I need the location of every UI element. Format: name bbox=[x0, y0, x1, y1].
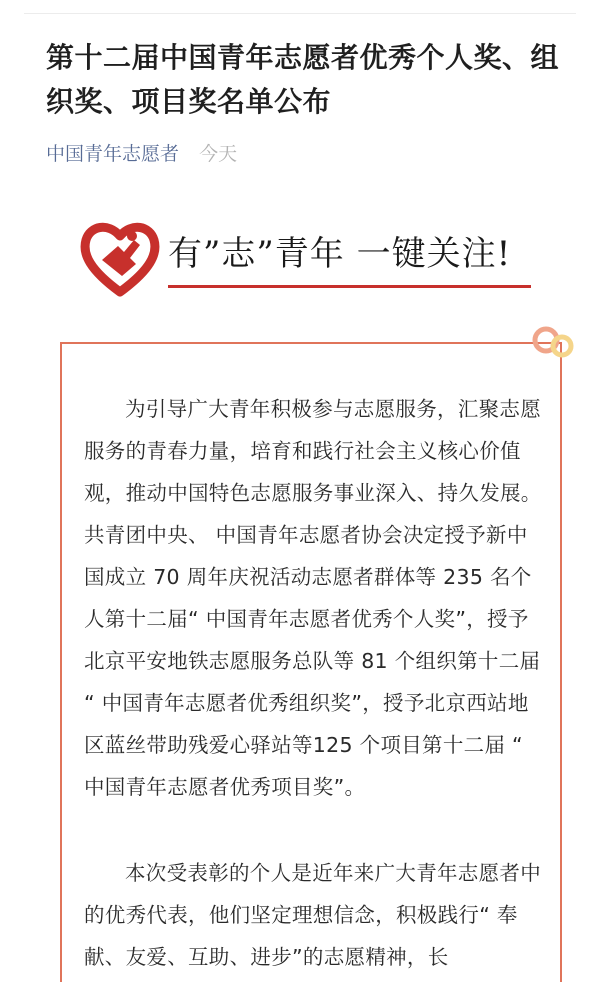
follow-banner[interactable] bbox=[80, 216, 535, 300]
top-divider bbox=[24, 13, 576, 14]
publish-date: 今天 bbox=[199, 143, 238, 165]
paragraph-intro: 为引导广大青年积极参与志愿服务，汇聚志愿服务的青春力量，培育和践行社会主义核心价值观，推动中国特色志愿服务事业深入、持久发展。共青团中央、 中国青年志愿者协会决定授予新中国成立 70 周年庆祝活动志愿者群体等 235 名个人第十二届“ 中国青年志愿者优秀个人奖”，授予北京平安地铁志愿服务总队等 81 个组织第十二届 “ 中国青年志愿者优秀组织奖”，授予北京西站地区蓝丝带助残爱心驿站等125 个项目第十二届 “ 中国青年志愿者优秀项目奖”。 bbox=[84, 397, 542, 799]
article-meta bbox=[46, 140, 237, 168]
article-title: 第十二届中国青年志愿者优秀个人奖、组织奖、项目奖名单公布 bbox=[46, 41, 560, 118]
volunteer-heart-hand-logo bbox=[80, 218, 160, 298]
banner-underline bbox=[168, 285, 531, 288]
account-name-link[interactable]: 中国青年志愿者 bbox=[46, 143, 180, 165]
paragraph-honorees: 本次受表彰的个人是近年来广大青年志愿者中的优秀代表，他们坚定理想信念，积极践行“ 奉献、友爱、互助、进步”的志愿精神，长 bbox=[84, 861, 541, 969]
double-ring-icon bbox=[528, 322, 580, 362]
follow-slogan: 有”志”青年 一键关注! bbox=[168, 234, 512, 274]
